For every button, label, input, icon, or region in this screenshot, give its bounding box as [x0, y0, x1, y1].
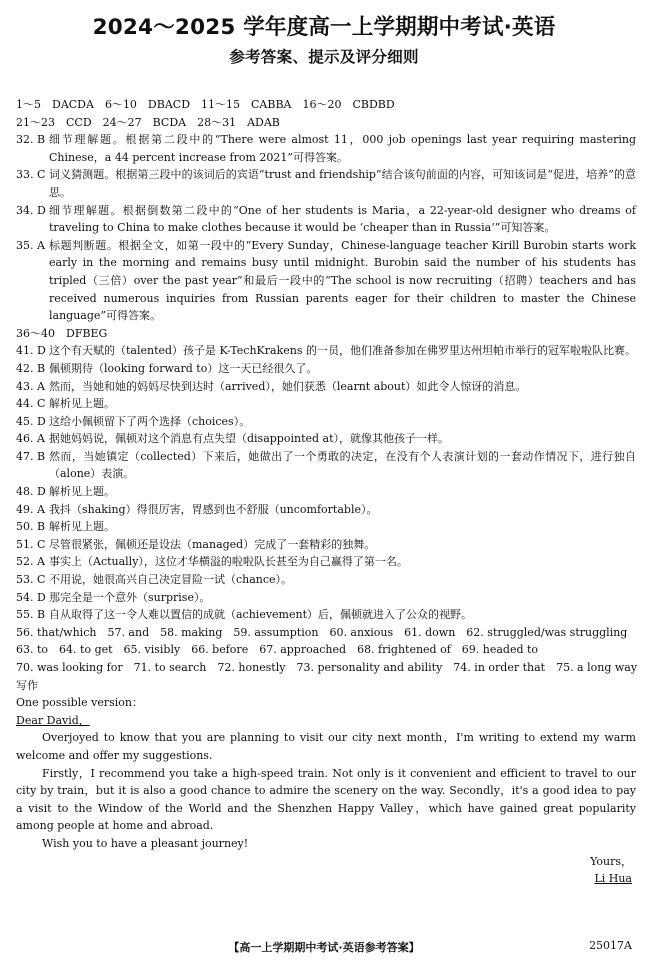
item-text: 不用说，她很高兴自己决定冒险一试（chance）。: [49, 573, 293, 587]
answer-item: [16, 342, 636, 360]
item-text: 解析见上题。: [49, 520, 115, 534]
footer-code: 25017A: [589, 939, 632, 952]
writing-heading: 写作: [16, 678, 38, 692]
answer-item: [16, 483, 636, 501]
grammar-row: 56. that/which 57. and 58. making 59. assumption 60. anxious 61. down 62. struggled/was struggling: [16, 625, 628, 639]
item-text: 佩顿期待（looking forward to）这一天已经很久了。: [49, 361, 318, 375]
page-subtitle: 参考答案、提示及评分细则: [229, 48, 419, 66]
item-number: 43. A: [16, 379, 45, 393]
item-text: 细节理解题。根据第二段中的“There were almost 11，000 job openings last year requiring mastering Chinese，a 44 percent increase from 2021”可得答案。: [49, 133, 636, 164]
item-number: 35. A: [16, 238, 45, 252]
answer-item: [16, 360, 636, 378]
item-number: 52. A: [16, 555, 45, 569]
answer-item: [16, 518, 636, 536]
answer-item: [16, 448, 636, 483]
item-number: 53. C: [16, 573, 46, 587]
letter-salutation: Dear David，: [16, 713, 90, 727]
answer-item: [16, 589, 636, 607]
answer-item: [16, 553, 636, 571]
item-number: 49. A: [16, 502, 45, 516]
answer-item: [16, 378, 636, 396]
answer-item: [16, 202, 636, 237]
item-text: 据她妈妈说，佩顿对这个消息有点失望（disappointed at），就像其他孩子一样。: [49, 432, 450, 446]
item-number: 54. D: [16, 590, 46, 604]
grammar-row: 63. to 64. to get 65. visibly 66. before 67. approached 68. frightened of 69. headed to: [16, 643, 539, 657]
letter-closing: Yours，: [590, 854, 632, 868]
answer-row: 1～5 DACDA 6～10 DBACD 11～15 CABBA 16～20 CBDBD: [16, 98, 395, 111]
item-number: 45. D: [16, 414, 46, 428]
item-text: 然而，当她镇定（collected）下来后，她做出了一个勇敢的决定，在没有个人表演计划的一套动作情况下，进行独自（alone）表演。: [49, 449, 636, 481]
answer-row: 21～23 CCD 24～27 BCDA 28～31 ADAB: [16, 115, 280, 129]
item-text: 那完全是一个意外（surprise）。: [49, 590, 211, 604]
letter-paragraph: Wish you to have a pleasant journey!: [42, 836, 249, 850]
item-number: 34. D: [16, 203, 46, 217]
answer-item: [16, 571, 636, 589]
answer-item: [16, 237, 636, 325]
item-number: 50. B: [16, 520, 46, 534]
item-text: 尽管很紧张，佩顿还是设法（managed）完成了一套精彩的独舞。: [49, 537, 376, 551]
answer-row: 36～40 DFBEG: [16, 326, 108, 340]
grammar-row: 70. was looking for 71. to search 72. honestly 73. personality and ability 74. in order that 75. a long way: [16, 661, 638, 674]
item-text: 事实上（Actually），这位才华横溢的啦啦队长甚至为自己赢得了第一名。: [49, 555, 408, 569]
item-text: 然而，当她和她的妈妈尽快到达时（arrived），她们获悉（learnt about）如此令人惊讶的消息。: [49, 379, 527, 393]
answer-item: [16, 536, 636, 554]
item-text: 这给小佩顿留下了两个选择（choices）。: [49, 414, 251, 428]
item-number: 44. C: [16, 397, 46, 411]
item-text: 解析见上题。: [49, 485, 115, 499]
answer-item: [16, 501, 636, 519]
item-number: 48. D: [16, 485, 46, 499]
item-text: 词义猜测题。根据第三段中的该词后的宾语“trust and friendship”结合该句前面的内容，可知该词是“促进，培养”的意思。: [49, 168, 636, 199]
item-number: 33. C: [16, 168, 46, 182]
item-text: 自从取得了这一令人难以置信的成就（achievement）后，佩顿就进入了公众的视野。: [49, 608, 472, 622]
answer-content: [16, 96, 636, 888]
item-text: 细节理解题。根据倒数第二段中的“One of her students is Maria，a 22-year-old designer who dreams of traveling to China to make clothes because it would be ‘cheaper than in Russia’”可知答案。: [49, 203, 636, 235]
item-text: 我抖（shaking）得很厉害，胃感到也不舒服（uncomfortable）。: [49, 502, 378, 516]
item-text: 解析见上题。: [49, 397, 115, 411]
letter-paragraph: Overjoyed to know that you are planning to visit our city next month，I'm writing to extend my warm welcome and offer my suggestions.: [16, 731, 636, 762]
item-number: 32. B: [16, 133, 46, 147]
footer-title: 【高一上学期期中考试·英语参考答案】: [228, 941, 420, 954]
item-number: 41. D: [16, 344, 46, 358]
writing-intro: One possible version：: [16, 696, 143, 710]
answer-item: [16, 395, 636, 413]
answer-item: [16, 413, 636, 431]
item-text: 这个有天赋的（talented）孩子是 K-TechKrakens 的一员，他们准备参加在佛罗里达州坦帕市举行的冠军啦啦队比赛。: [49, 344, 636, 358]
answer-item: [16, 606, 636, 624]
answer-item: [16, 430, 636, 448]
page-title: 2024～2025 学年度高一上学期期中考试·英语: [92, 15, 556, 40]
item-number: 55. B: [16, 608, 46, 622]
answer-item: [16, 131, 636, 166]
item-number: 42. B: [16, 361, 46, 375]
item-number: 47. B: [16, 449, 46, 463]
item-number: 51. C: [16, 537, 46, 551]
letter-paragraph: Firstly，I recommend you take a high-speed train. Not only is it convenient and efficient to travel to our city by train，but it is also a good chance to admire the scenery on the way. Secondly，it's a good idea to pay a visit to the Window of the World and the Shenzhen Happy Valley，which have gained great popularity among people at home and abroad.: [16, 766, 636, 833]
letter-signature: Li Hua: [594, 872, 632, 886]
item-number: 46. A: [16, 432, 45, 446]
item-text: 标题判断题。根据全文，如第一段中的“Every Sunday，Chinese-language teacher Kirill Burobin starts work early in the morning and remains busy until midnight. Burobin said the number of his students has tripled（三倍）over the past year”和最后一段中的“The school is now recruiting（招聘）teachers and has received numerous inquiries from Russian parents eager for their children to master the Chinese language”可得答案。: [49, 238, 636, 323]
answer-item: [16, 166, 636, 201]
